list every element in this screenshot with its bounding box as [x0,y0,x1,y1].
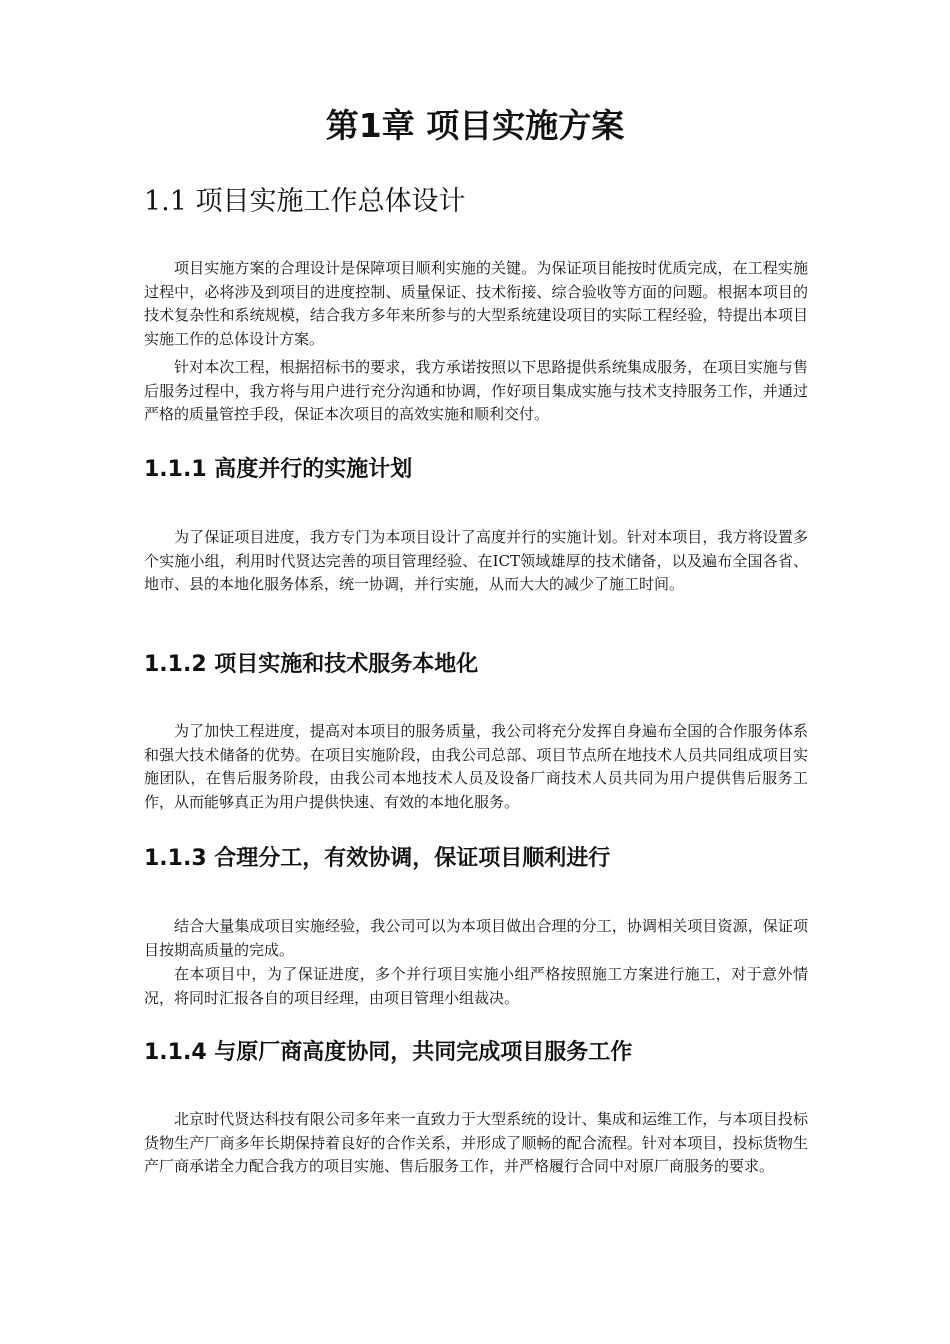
subsection-title-1-1-4: 1.1.4 与原厂商高度协同，共同完成项目服务工作 [144,1040,633,1065]
subsection-paragraph-1-1-3-b: 在本项目中，为了保证进度，多个并行项目实施小组严格按照施工方案进行施工，对于意外情况，将同时汇报各自的项目经理，由项目管理小组裁决。 [144,965,808,1007]
chapter-title: 第1章 项目实施方案 [325,106,625,145]
subsection-title-1-1-3: 1.1.3 合理分工，有效协调，保证项目顺利进行 [144,846,611,871]
section-title: 1.1 项目实施工作总体设计 [144,186,466,217]
subsection-paragraph-1-1-3-a: 结合大量集成项目实施经验，我公司可以为本项目做出合理的分工，协调相关项目资源，保证项目按期高质量的完成。 [144,917,808,959]
subsection-paragraph-1-1-2: 为了加快工程进度，提高对本项目的服务质量，我公司将充分发挥自身遍布全国的合作服务体系和强大技术储备的优势。在项目实施阶段，由我公司总部、项目节点所在地技术人员共同组成项目实施团队，在售后服务阶段，由我公司本地技术人员及设备厂商技术人员共同为用户提供售后服务工作，从而能够真正为用户提供快速、有效的本地化服务。 [144,722,808,811]
subsection-paragraph-1-1-4: 北京时代贤达科技有限公司多年来一直致力于大型系统的设计、集成和运维工作，与本项目投标货物生产厂商多年长期保持着良好的合作关系，并形成了顺畅的配合流程。针对本项目，投标货物生产厂商承诺全力配合我方的项目实施、售后服务工作，并严格履行合同中对原厂商服务的要求。 [144,1110,808,1175]
section-paragraph-2: 针对本次工程，根据招标书的要求，我方承诺按照以下思路提供系统集成服务，在项目实施与售后服务过程中，我方将与用户进行充分沟通和协调，作好项目集成实施与技术支持服务工作，并通过严格的质量管控手段，保证本次项目的高效实施和顺利交付。 [144,358,808,423]
subsection-title-1-1-2: 1.1.2 项目实施和技术服务本地化 [144,652,479,677]
section-paragraph-1: 项目实施方案的合理设计是保障项目顺利实施的关键。为保证项目能按时优质完成，在工程实施过程中，必将涉及到项目的进度控制、质量保证、技术衔接、综合验收等方面的问题。根据本项目的技术复杂性和系统规模，结合我方多年来所参与的大型系统建设项目的实际工程经验，特提出本项目实施工作的总体设计方案。 [144,259,808,348]
subsection-title-1-1-1: 1.1.1 高度并行的实施计划 [144,457,413,482]
subsection-paragraph-1-1-1: 为了保证项目进度，我方专门为本项目设计了高度并行的实施计划。针对本项目，我方将设置多个实施小组，利用时代贤达完善的项目管理经验、在ICT领域雄厚的技术储备，以及遍布全国各省、地市、县的本地化服务体系，统一协调，并行实施，从而大大的减少了施工时间。 [144,528,808,593]
